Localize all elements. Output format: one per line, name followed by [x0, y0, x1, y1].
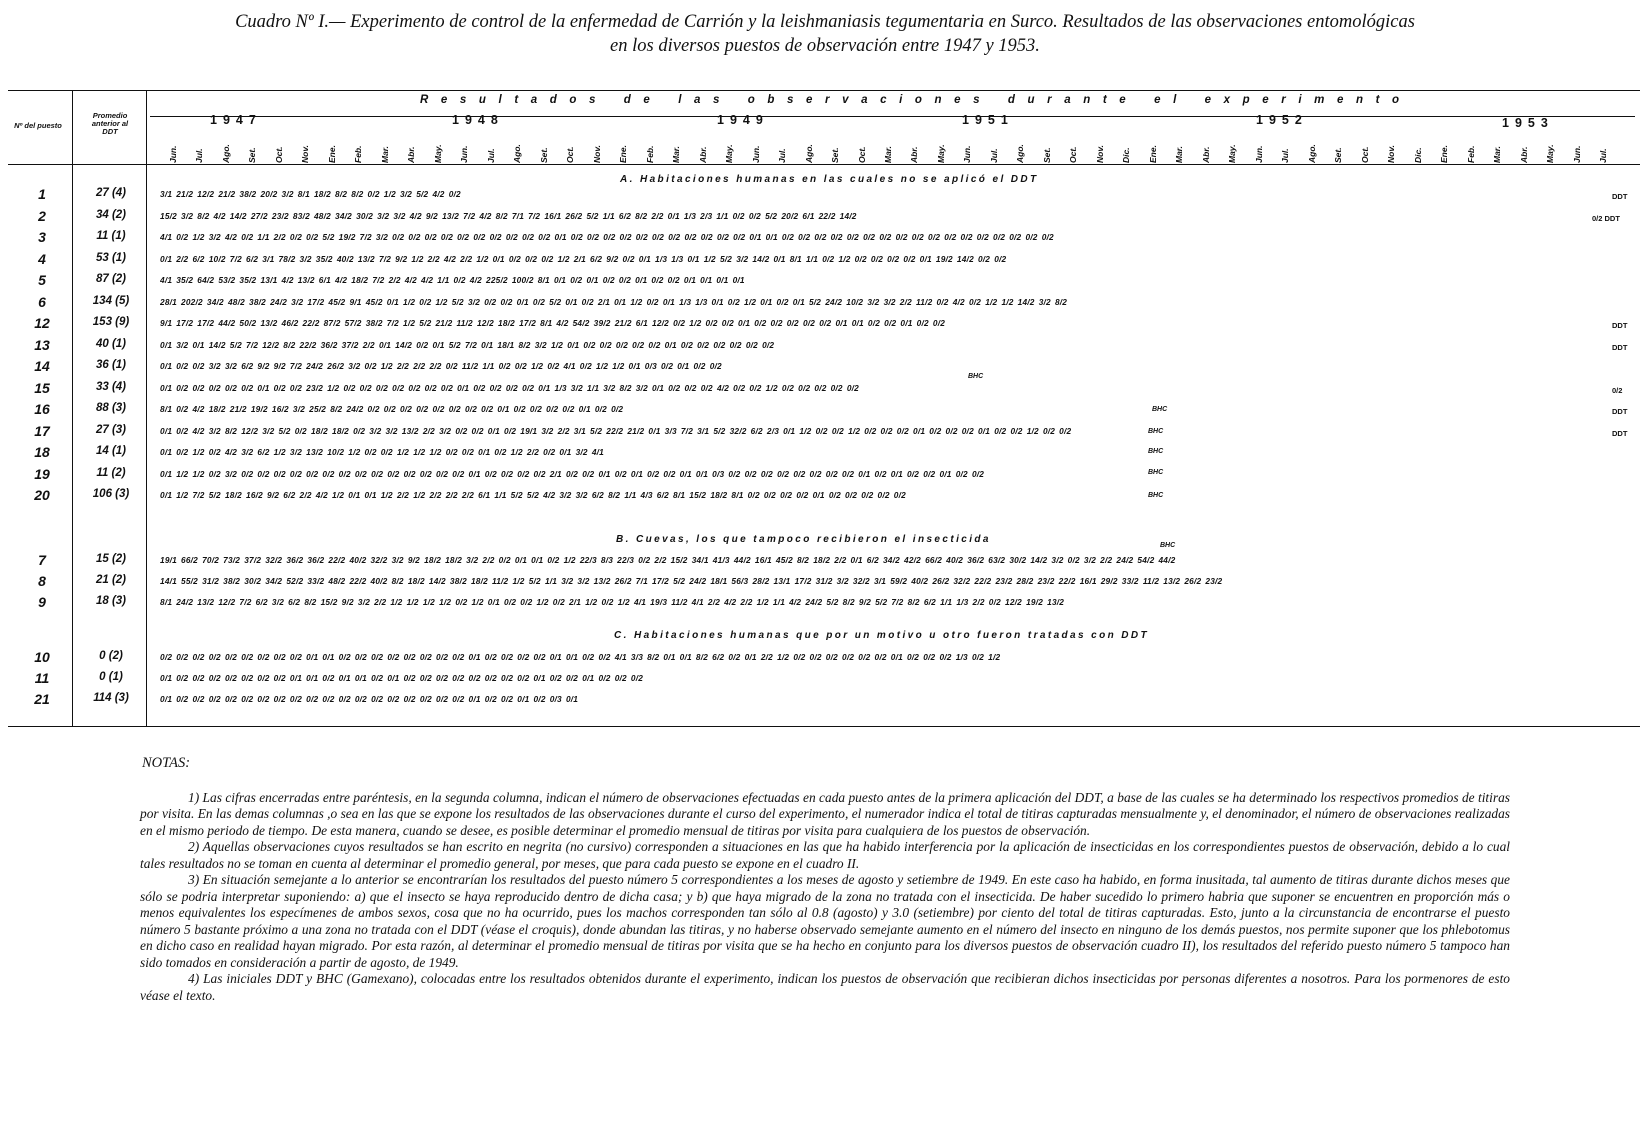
monthly-results: 0/1 1/2 1/2 0/2 3/2 0/2 0/2 0/2 0/2 0/2 0/2 0/2 0/2 0/2 0/2 0/2 0/2 0/2 0/2 0/1 0/2 0/2 0/2 0/2 2/1 0/2 0/2 0/1 0/2 0/1 0/2 0/2 0/1 0/1 0/3 0/2 0/2 0/2 0/2 0/2 0/2 0/2 0/2 0/1 0/2 0/1 0/2 0/2 0/1 0/2 0/2	[160, 468, 985, 479]
monthly-results: 8/1 0/2 4/2 18/2 21/2 19/2 16/2 3/2 25/2 8/2 24/2 0/2 0/2 0/2 0/2 0/2 0/2 0/2 0/2 0/1 0/2 0/2 0/2 0/2 0/1 0/2 0/2	[160, 404, 624, 414]
month-header: May.	[1545, 144, 1556, 163]
month-header: Nov.	[1386, 145, 1397, 163]
col1-header: Nº del puesto	[14, 121, 62, 130]
month-header: Nov.	[300, 145, 311, 163]
year-label-1951: 1951	[962, 113, 1014, 127]
promedio-value: 14 (1)	[95, 445, 127, 457]
puesto-number: 15	[34, 379, 50, 396]
bhc-marker-puesto-20: BHC	[1160, 542, 1176, 549]
promedio-value: 87 (2)	[95, 273, 127, 285]
monthly-results: 28/1 202/2 34/2 48/2 38/2 24/2 3/2 17/2 45/2 9/1 45/2 0/1 1/2 0/2 1/2 5/2 3/2 0/2 0/2 0/1 0/2 5/2 0/1 0/2 2/1 0/1 1/2 0/2 0/1 1/3 1/3 0/1 0/2 1/2 0/1 0/2 0/1 5/2 24/2 10/2 3/2 3/2 2/2 11/2 0/2 4/2 0/2 1/2 1/2 14/2 3/2 8/2	[160, 296, 1068, 307]
section-a-heading: A. Habitaciones humanas en las cuales no se aplicó el DDT	[620, 174, 1039, 185]
month-header: Jul.	[485, 148, 496, 163]
promedio-value: 0 (1)	[99, 671, 123, 683]
month-header: Jun.	[1571, 145, 1582, 163]
promedio-value: 88 (3)	[95, 402, 127, 414]
ddt-marker: DDT	[1612, 192, 1628, 201]
month-header: Jul.	[194, 148, 205, 163]
month-header: Ene.	[1147, 145, 1158, 163]
promedio-value: 153 (9)	[92, 316, 130, 328]
table-row	[0, 444, 1650, 464]
bhc-marker-puesto-12: BHC	[1148, 428, 1164, 435]
month-header: May.	[935, 144, 946, 163]
puesto-number: 13	[34, 336, 50, 353]
month-header: Oct.	[856, 146, 867, 163]
month-header: May.	[432, 144, 443, 163]
puesto-number: 6	[38, 293, 46, 310]
bhc-marker-puesto-13: BHC	[1148, 448, 1164, 455]
table-row	[0, 186, 1650, 206]
year-rule-top	[150, 116, 1635, 117]
year-label-1949: 1949	[717, 113, 769, 127]
month-header: Oct.	[1359, 146, 1370, 163]
month-header: Set.	[830, 147, 841, 163]
puesto-number: 20	[34, 487, 50, 503]
header-bottom-rule	[8, 164, 1640, 165]
month-header: Feb.	[353, 145, 364, 163]
puesto-number: 5	[38, 272, 46, 288]
table-row	[0, 208, 1650, 228]
puesto-number: 14	[34, 358, 50, 374]
monthly-results: 0/2 0/2 0/2 0/2 0/2 0/2 0/2 0/2 0/2 0/1 0/1 0/2 0/2 0/2 0/2 0/2 0/2 0/2 0/2 0/1 0/2 0/2 0/2 0/2 0/1 0/1 0/2 0/2 4/1 3/3 8/2 0/1 0/1 8/2 6/2 0/2 0/1 2/2 1/2 0/2 0/2 0/2 0/2 0/2 0/2 0/1 0/2 0/2 0/2 1/3 0/2 1/2	[160, 652, 1001, 662]
promedio-value: 15 (2)	[95, 553, 127, 565]
month-header: Mar.	[671, 145, 682, 163]
table-row	[0, 294, 1650, 314]
monthly-results: 0/1 0/2 0/2 0/2 0/2 0/2 0/1 0/2 0/2 23/2 1/2 0/2 0/2 0/2 0/2 0/2 0/2 0/2 0/1 0/2 0/2 0/2 0/2 0/1 1/3 3/2 1/1 3/2 8/2 3/2 0/1 0/2 0/2 0/2 4/2 0/2 0/2 1/2 0/2 0/2 0/2 0/2 0/2	[160, 382, 859, 393]
promedio-value: 106 (3)	[92, 488, 130, 500]
table-row	[0, 358, 1650, 378]
month-header: Jul.	[777, 148, 788, 163]
table-row	[0, 380, 1650, 400]
monthly-results: 9/1 17/2 17/2 44/2 50/2 13/2 46/2 22/2 87/2 57/2 38/2 7/2 1/2 5/2 21/2 11/2 12/2 18/2 17/2 8/1 4/2 54/2 39/2 21/2 6/1 12/2 0/2 1/2 0/2 0/2 0/1 0/2 0/2 0/2 0/2 0/2 0/1 0/1 0/2 0/2 0/1 0/2 0/2	[160, 318, 946, 328]
month-header: Jun.	[962, 145, 973, 163]
bhc-marker-puesto-17: BHC	[1148, 492, 1164, 499]
month-header: Abr.	[909, 146, 920, 163]
month-header: Jun.	[459, 145, 470, 163]
monthly-results: 0/1 0/2 0/2 3/2 3/2 6/2 9/2 9/2 7/2 24/2 26/2 3/2 0/2 1/2 2/2 2/2 2/2 0/2 11/2 1/1 0/2 0/2 1/2 0/2 4/1 0/2 1/2 1/2 0/1 0/3 0/2 0/1 0/2 0/2	[160, 361, 722, 371]
month-header: Nov.	[1094, 145, 1105, 163]
table-row	[0, 487, 1650, 507]
puesto-number: 9	[38, 594, 46, 610]
note-1: 1) Las cifras encerradas entre paréntesis, en la segunda columna, indican el número de observaciones efectuadas en cada puesto antes de la primera aplicación del DDT, a base de las cuales se ha determinado los respectivos promedios de titiras por visita. En las demas columnas ,o sea en las que se expone los resultados de las observaciones durante el curso del experimento, el numerador indica el total de titiras capturadas mensualmente y, el denominador, el número de observaciones realizadas en el mismo periodo de tiempo. De esta manera, cuando se desee, es posible determinar el promedio mensual de titiras por visita para cualquiera de los puestos de observación.	[140, 789, 1510, 838]
month-header: Set.	[247, 147, 258, 163]
promedio-value: 18 (3)	[95, 595, 127, 607]
promedio-value: 11 (2)	[96, 466, 126, 479]
year-label-1953: 1953	[1502, 116, 1554, 130]
table-row	[0, 691, 1650, 711]
notes-heading: NOTAS:	[142, 755, 191, 771]
promedio-value: 134 (5)	[92, 294, 130, 307]
monthly-results: 0/1 3/2 0/1 14/2 5/2 7/2 12/2 8/2 22/2 36/2 37/2 2/2 0/1 14/2 0/2 0/1 5/2 7/2 0/1 18/1 8/2 3/2 1/2 0/1 0/2 0/2 0/2 0/2 0/2 0/1 0/2 0/2 0/2 0/2 0/2 0/2	[160, 339, 775, 350]
month-header: Feb.	[1465, 145, 1476, 163]
results-super-header: Resultados de las observaciones durante el experimento	[420, 94, 1412, 106]
notes-section	[140, 755, 1510, 1004]
monthly-results: 4/1 0/2 1/2 3/2 4/2 0/2 1/1 2/2 0/2 0/2 5/2 19/2 7/2 3/2 0/2 0/2 0/2 0/2 0/2 0/2 0/2 0/2 0/2 0/2 0/1 0/2 0/2 0/2 0/2 0/2 0/2 0/2 0/2 0/2 0/2 0/2 0/1 0/1 0/2 0/2 0/2 0/2 0/2 0/2 0/2 0/2 0/2 0/2 0/2 0/2 0/2 0/2 0/2 0/2 0/2	[160, 232, 1054, 242]
month-header: Set.	[1333, 147, 1344, 163]
table-top-rule	[8, 90, 1640, 91]
puesto-number: 17	[34, 422, 50, 439]
ddt-marker: 0/2	[1612, 385, 1623, 395]
month-header: Mar.	[883, 145, 893, 163]
monthly-results: 0/1 0/2 0/2 0/2 0/2 0/2 0/2 0/2 0/2 0/2 0/2 0/2 0/2 0/2 0/2 0/2 0/2 0/2 0/2 0/1 0/2 0/2 0/1 0/2 0/3 0/1	[160, 694, 579, 704]
table-row	[0, 315, 1650, 335]
month-header: Jun.	[168, 145, 178, 163]
puesto-number: 4	[38, 250, 46, 267]
puesto-number: 10	[34, 649, 50, 665]
month-header: Jul.	[1280, 148, 1291, 163]
data-table	[0, 86, 1650, 726]
ddt-marker: 0/2 DDT	[1592, 213, 1620, 223]
month-header: Abr.	[1518, 146, 1529, 163]
table-row	[0, 337, 1650, 357]
monthly-results: 0/1 1/2 7/2 5/2 18/2 16/2 9/2 6/2 2/2 4/2 1/2 0/1 0/1 1/2 2/2 1/2 2/2 2/2 2/2 6/1 1/1 5/2 5/2 4/2 3/2 3/2 6/2 8/2 1/1 4/3 6/2 8/1 15/2 18/2 8/1 0/2 0/2 0/2 0/2 0/1 0/2 0/2 0/2 0/2 0/2	[160, 490, 906, 500]
table-row	[0, 423, 1650, 443]
month-header: Set.	[1041, 147, 1052, 163]
monthly-results: 19/1 66/2 70/2 73/2 37/2 32/2 36/2 36/2 22/2 40/2 32/2 3/2 9/2 18/2 18/2 3/2 2/2 0/2 0/1 0/1 0/2 1/2 22/3 8/3 22/3 0/2 2/2 15/2 34/1 41/3 44/2 16/1 45/2 8/2 18/2 2/2 0/1 6/2 34/2 42/2 66/2 40/2 36/2 63/2 30/2 14/2 3/2 0/2 3/2 2/2 24/2 54/2 44/2	[160, 555, 1176, 565]
monthly-results: 3/1 21/2 12/2 21/2 38/2 20/2 3/2 8/1 18/2 8/2 8/2 0/2 1/2 3/2 5/2 4/2 0/2	[160, 189, 461, 199]
note-3: 3) En situación semejante a lo anterior se encontrarían los resultados del puesto número 5 correspondientes a los meses de agosto y setiembre de 1949. En este caso ha habido, en forma inusitada, tal aumento de titiras durante dichos meses que sólo se podria interpretar suponiendo: a) que el insecto se haya reproducido dentro de dicha casa; y b) que haya migrado de la zona no tratada con el insecticida. De haber sucedido lo primero habria que suponer se encuentren en proporción más o menos equivalentes los especímenes de ambos sexos, cosa que no ha ocurrido, pues los machos corresponden tan sólo al 0.8 (agosto) y 3.0 (setiembre) por ciento del total de titiras capturadas. Esto, junto a la circunstancia de encontrarse el puesto número 5 bastante próximo a una zona no tratada con el DDT (véase el croquis), donde abundan las titiras, y no haberse observado semejante aumento en el número del insecto en ninguno de los demás puestos, nos permite suponer que los phlebotomus en dicho caso en realidad hayan migrado. Por esta razón, al determinar el promedio mensual de titiras por visita que se ha hecho en conjunto para los diversos puestos de observación cuadro II), los resultados del referido puesto número 5 tampoco han sido tomados en consideración a partir de agosto, de 1949.	[140, 872, 1510, 970]
promedio-value: 33 (4)	[95, 380, 127, 393]
ddt-marker: DDT	[1612, 428, 1628, 438]
year-label-1948: 1948	[452, 113, 504, 127]
table-row	[0, 272, 1650, 292]
title-line-2: en los diversos puestos de observación entre 1947 y 1953.	[610, 36, 1040, 56]
year-label-1952: 1952	[1256, 113, 1308, 127]
month-header: Mar.	[1174, 145, 1185, 163]
month-header: Ago.	[803, 144, 814, 163]
bhc-marker-puesto-14: BHC	[1148, 469, 1164, 476]
col2-header: Promedio anterior al DDT	[91, 111, 129, 136]
month-header: Jul.	[1598, 148, 1608, 163]
month-header: Jul.	[988, 148, 999, 163]
table-row	[0, 552, 1650, 572]
promedio-value: 11 (1)	[96, 230, 126, 242]
monthly-results: 0/1 0/2 1/2 0/2 4/2 3/2 6/2 1/2 3/2 13/2 10/2 1/2 0/2 0/2 1/2 1/2 1/2 0/2 0/2 0/1 0/2 1/2 2/2 0/2 0/1 3/2 4/1	[160, 447, 604, 457]
month-header: Ago.	[1306, 144, 1317, 163]
note-2: 2) Aquellas observaciones cuyos resultados se han escrito en negrita (no cursivo) corresponden a situaciones en las que ha habido interferencia por la aplicación de insecticidas en los correspondientes puestos de observación, debido a lo cual tales resultados no se toman en cuenta al determinar el promedio general, por meses, que para cada puesto se expone en el cuadro II.	[140, 839, 1510, 871]
ddt-marker: DDT	[1612, 407, 1628, 416]
month-header: Abr.	[406, 146, 417, 163]
table-row	[0, 401, 1650, 421]
month-header: Ene.	[618, 145, 629, 163]
table-row	[0, 670, 1650, 690]
puesto-number: 3	[38, 229, 46, 245]
bhc-marker-puesto-6: BHC	[1152, 406, 1168, 413]
puesto-number: 12	[34, 315, 50, 331]
month-header: Ene.	[326, 145, 337, 163]
bhc-marker-puesto-5: BHC	[968, 373, 984, 380]
table-row	[0, 466, 1650, 486]
month-header: Oct.	[565, 146, 576, 163]
puesto-number: 18	[34, 444, 50, 460]
monthly-results: 8/1 24/2 13/2 12/2 7/2 6/2 3/2 6/2 8/2 15/2 9/2 3/2 2/2 1/2 1/2 1/2 1/2 0/2 1/2 0/1 0/2 0/2 1/2 0/2 2/1 1/2 0/2 1/2 4/1 19/3 11/2 4/1 2/2 4/2 2/2 1/2 1/1 4/2 24/2 5/2 8/2 9/2 5/2 7/2 8/2 6/2 1/1 1/3 2/2 0/2 12/2 19/2 13/2	[160, 597, 1065, 607]
month-header: Dic.	[1412, 147, 1423, 163]
year-label-1947: 1947	[210, 113, 262, 127]
puesto-number: 16	[34, 401, 50, 417]
month-header: Ago.	[220, 144, 231, 163]
month-header: Ago.	[1015, 144, 1026, 163]
monthly-results: 4/1 35/2 64/2 53/2 35/2 13/1 4/2 13/2 6/1 4/2 18/2 7/2 2/2 4/2 4/2 1/1 0/2 4/2 225/2 100/2 8/1 0/1 0/2 0/1 0/2 0/2 0/1 0/2 0/2 0/1 0/1 0/1 0/1	[160, 275, 745, 285]
puesto-number: 19	[34, 465, 50, 482]
promedio-value: 0 (2)	[99, 650, 123, 662]
month-header: Mar.	[379, 145, 390, 163]
monthly-results: 14/1 55/2 31/2 38/2 30/2 34/2 52/2 33/2 48/2 22/2 40/2 8/2 18/2 14/2 38/2 18/2 11/2 1/2 5/2 1/1 3/2 3/2 13/2 26/2 7/1 17/2 5/2 24/2 18/1 56/3 28/2 13/1 17/2 31/2 3/2 32/2 3/1 59/2 40/2 26/2 32/2 22/2 23/2 28/2 23/2 22/2 16/1 29/2 33/2 11/2 13/2 26/2 23/2	[160, 576, 1223, 586]
table-title	[0, 10, 1650, 58]
month-header: Nov.	[591, 145, 602, 163]
month-header: Jun.	[1253, 145, 1264, 163]
puesto-number: 11	[34, 670, 50, 686]
puesto-number: 8	[38, 573, 46, 589]
monthly-results: 0/1 2/2 6/2 10/2 7/2 6/2 3/1 78/2 3/2 35/2 40/2 13/2 7/2 9/2 1/2 2/2 4/2 2/2 1/2 0/1 0/2 0/2 0/2 1/2 2/1 6/2 9/2 0/2 0/1 1/3 1/3 0/1 1/2 5/2 3/2 14/2 0/1 8/1 1/1 0/2 1/2 0/2 0/2 0/2 0/2 0/1 19/2 14/2 0/2 0/2	[160, 253, 1007, 264]
monthly-results: 0/1 0/2 0/2 0/2 0/2 0/2 0/2 0/2 0/1 0/1 0/2 0/1 0/1 0/2 0/1 0/2 0/2 0/2 0/2 0/2 0/2 0/2 0/2 0/1 0/2 0/2 0/1 0/2 0/2 0/2	[160, 673, 644, 683]
month-header: Oct.	[1068, 146, 1079, 163]
month-header: Oct.	[273, 146, 284, 163]
puesto-number: 7	[38, 552, 46, 568]
monthly-results: 0/1 0/2 4/2 3/2 8/2 12/2 3/2 5/2 0/2 18/2 18/2 0/2 3/2 3/2 13/2 2/2 3/2 0/2 0/2 0/1 0/2 19/1 3/2 2/2 3/1 5/2 22/2 21/2 0/1 3/3 7/2 3/1 5/2 32/2 6/2 2/3 0/1 1/2 0/2 0/2 1/2 0/2 0/2 0/2 0/1 0/2 0/2 0/2 0/1 0/2 0/2 1/2 0/2 0/2	[160, 425, 1072, 436]
section-c-heading: C. Habitaciones humanas que por un motivo u otro fueron tratadas con DDT	[614, 630, 1150, 641]
puesto-number: 1	[38, 186, 46, 202]
month-header: Mar.	[1492, 145, 1503, 163]
month-header: Ago.	[512, 144, 523, 163]
promedio-value: 34 (2)	[95, 208, 127, 221]
table-row	[0, 573, 1650, 593]
promedio-value: 21 (2)	[95, 574, 127, 586]
title-line-1: Cuadro Nº I.— Experimento de control de la enfermedad de Carrión y la leishmaniasis tegumentaria en Surco. Resultados de las observaciones entomológicas	[235, 12, 1415, 32]
table-bottom-rule	[8, 726, 1640, 727]
ddt-marker: DDT	[1612, 342, 1628, 352]
month-header: Set.	[538, 147, 549, 163]
month-header: May.	[1227, 144, 1238, 163]
table-row	[0, 649, 1650, 669]
promedio-value: 53 (1)	[95, 251, 127, 264]
month-header: Abr.	[697, 146, 708, 163]
section-b-heading: B. Cuevas, los que tampoco recibieron el insecticida	[616, 534, 991, 545]
promedio-value: 27 (3)	[95, 423, 127, 436]
table-row	[0, 594, 1650, 614]
monthly-results: 15/2 3/2 8/2 4/2 14/2 27/2 23/2 83/2 48/2 34/2 30/2 3/2 3/2 4/2 9/2 13/2 7/2 4/2 8/2 7/1 7/2 16/1 26/2 5/2 1/1 6/2 8/2 2/2 0/1 1/3 2/3 1/1 0/2 0/2 5/2 20/2 6/1 22/2 14/2	[160, 210, 857, 221]
note-4: 4) Las iniciales DDT y BHC (Gamexano), colocadas entre los resultados obtenidos durante el experimento, indican los puestos de observación que recibieran dichos insecticidas por personas diferentes a nosotros. Para los pormenores de esto véase el texto.	[140, 971, 1510, 1003]
table-row	[0, 251, 1650, 271]
table-row	[0, 229, 1650, 249]
month-header: Feb.	[644, 145, 655, 163]
month-header: Dic.	[1121, 147, 1132, 163]
month-header: Jun.	[750, 145, 761, 163]
promedio-value: 114 (3)	[93, 692, 129, 704]
month-header: May.	[724, 144, 735, 163]
promedio-value: 36 (1)	[95, 359, 127, 371]
puesto-number: 2	[38, 207, 46, 224]
month-header: Ene.	[1439, 145, 1450, 163]
promedio-value: 40 (1)	[95, 337, 127, 350]
month-header: Abr.	[1200, 146, 1211, 163]
promedio-value: 27 (4)	[95, 187, 127, 199]
ddt-marker: DDT	[1612, 321, 1628, 330]
puesto-number: 21	[34, 691, 50, 707]
